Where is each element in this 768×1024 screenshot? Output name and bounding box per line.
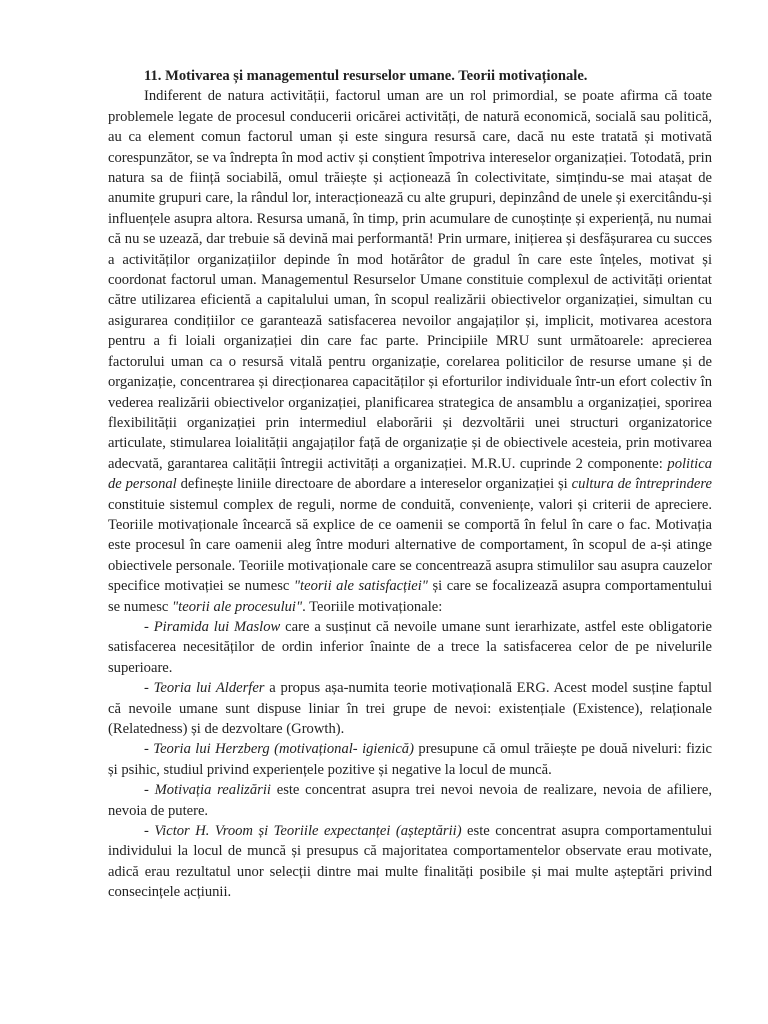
section-title: 11. Motivarea și managementul resurselor umane. Teorii motivaționale. [144,68,588,84]
list-item-maslow [108,617,712,678]
intro-term-satisfactie: "teorii ale satisfacției" [293,578,428,595]
intro-text-4: și care se focalizează asupra comportamentului se numesc [108,578,712,615]
list-item-herzberg [108,739,712,780]
item-text: care a susținut că nevoile umane sunt ierarhizate, astfel este obligatorie satisfacerea necesităților de ordin inferior înainte de a trece la satisfacerea celor de pe nivelurile superioare. [108,618,713,676]
intro-term-cultura: cultura de întreprindere [571,476,712,493]
item-term: Victor H. Vroom și Teoriile expectanței (așteptării) [154,823,462,840]
item-text: este concentrat asupra comportamentului individului la locul de muncă și presupus că majoritatea comportamentelor observate erau motivate, adică erau rezultatul unor selecții dintre mai multe finalități posibile și mai multe așteptări privind consecințele acțiunii. [108,823,713,901]
intro-term-proces: "teorii ale procesului" [172,598,303,615]
item-dash: - [144,741,154,758]
intro-paragraph [108,86,712,617]
intro-term-politica: politica de personal [108,455,712,493]
item-text: este concentrat asupra trei nevoi nevoia de realizare, nevoia de afiliere, nevoia de putere. [108,782,712,819]
item-term: Teoria lui Alderfer [153,680,265,697]
item-dash: - [144,823,155,840]
item-term: Motivația realizării [154,782,271,799]
item-term: Piramida lui Maslow [153,618,281,635]
intro-text-2: definește liniile directoare de abordare a intereselor organizației și [176,476,572,493]
list-item-motivatia-realizarii [108,780,712,821]
item-term: Teoria lui Herzberg (motivațional- igienică) [153,741,414,758]
item-dash: - [144,680,154,697]
item-text: presupune că omul trăiește pe două niveluri: fizic și psihic, studiul privind experiențele pozitive și negative la locul de muncă. [108,741,712,778]
list-item-alderfer [108,678,712,739]
intro-text-3: constituie sistemul complex de reguli, norme de conduită, conveniențe, valori și criterii de apreciere. Teoriile motivaționale încearcă să explice de ce oamenii se comportă în felul în care o fac. Motivația este procesul în care oamenii aleg între moduri alternative de comportament, în scopul de a-și atinge obiectivele personale. Teoriile motivaționale care se concentrează asupra stimulilor sau asupra cauzelor specifice motivației se numesc [108,496,712,595]
item-dash: - [144,618,154,635]
intro-text-5: . Teoriile motivaționale: [302,598,443,615]
document-page [108,66,712,903]
list-item-vroom [108,821,712,903]
item-dash: - [144,782,155,799]
item-text: a propus așa-numita teorie motivațională ERG. Acest model susține faptul că nevoile umane sunt dispuse liniar în trei grupe de nevoi: existențiale (Existence), relaționale (Relatedness) și de dezvoltare (Growth). [108,680,712,737]
intro-text-1: Indiferent de natura activității, factorul uman are un rol primordial, se poate afirma că toate problemele legate de procesul conducerii oricărei activități, de natură economică, socială sau politică, au ca element comun factorul uman și este singura resursă care, dacă nu este tratată și motivată corespunzător, se va îndrepta în mod activ și conștient împotriva intereselor organizației. Totodată, prin natura sa de ființă sociabilă, omul trăiește și acționează în colectivitate, simțindu-se mai atașat de anumite grupuri care, la rândul lor, interacționează cu alte grupuri, depinzând de unele și exercitându-și influențele asupra altora. Resursa umană, în timp, prin acumulare de cunoștințe și experiență, nu numai că nu se uzează, dar trebuie să devină mai performantă! Prin urmare, inițierea și desfășurarea cu succes a activităților organizațiilor depinde în mod hotărâtor de gradul în care este înțeles, motivat și coordonat factorul uman. Managementul Resurselor Umane constituie complexul de activități orientat către utilizarea eficientă a capitalului uman, în scopul realizării obiectivelor organizației, simultan cu asigurarea condițiilor ce garantează satisfacerea nevoilor angajaților și, implicit, motivarea acestora pentru a fi loiali organizației din care fac parte. Principiile MRU sunt următoarele: aprecierea factorului uman ca o resursă vitală pentru organizație, corelarea politicilor de resurse umane și de organizație, concentrarea și direcționarea capacităților și eforturilor individuale într-un efort colectiv în vederea realizării obiectivelor organizației, planificarea strategica de ansamblu a organizației, sporirea flexibilității organizației prin intermediul elaborării și dezvoltării unei structuri organizatorice articulate, stimularea loialității angajaților față de organizație și de obiectivele acesteia, prin motivarea adecvată, garantarea calității întregii activități a organizației. M.R.U. cuprinde 2 componente: [108,88,712,472]
